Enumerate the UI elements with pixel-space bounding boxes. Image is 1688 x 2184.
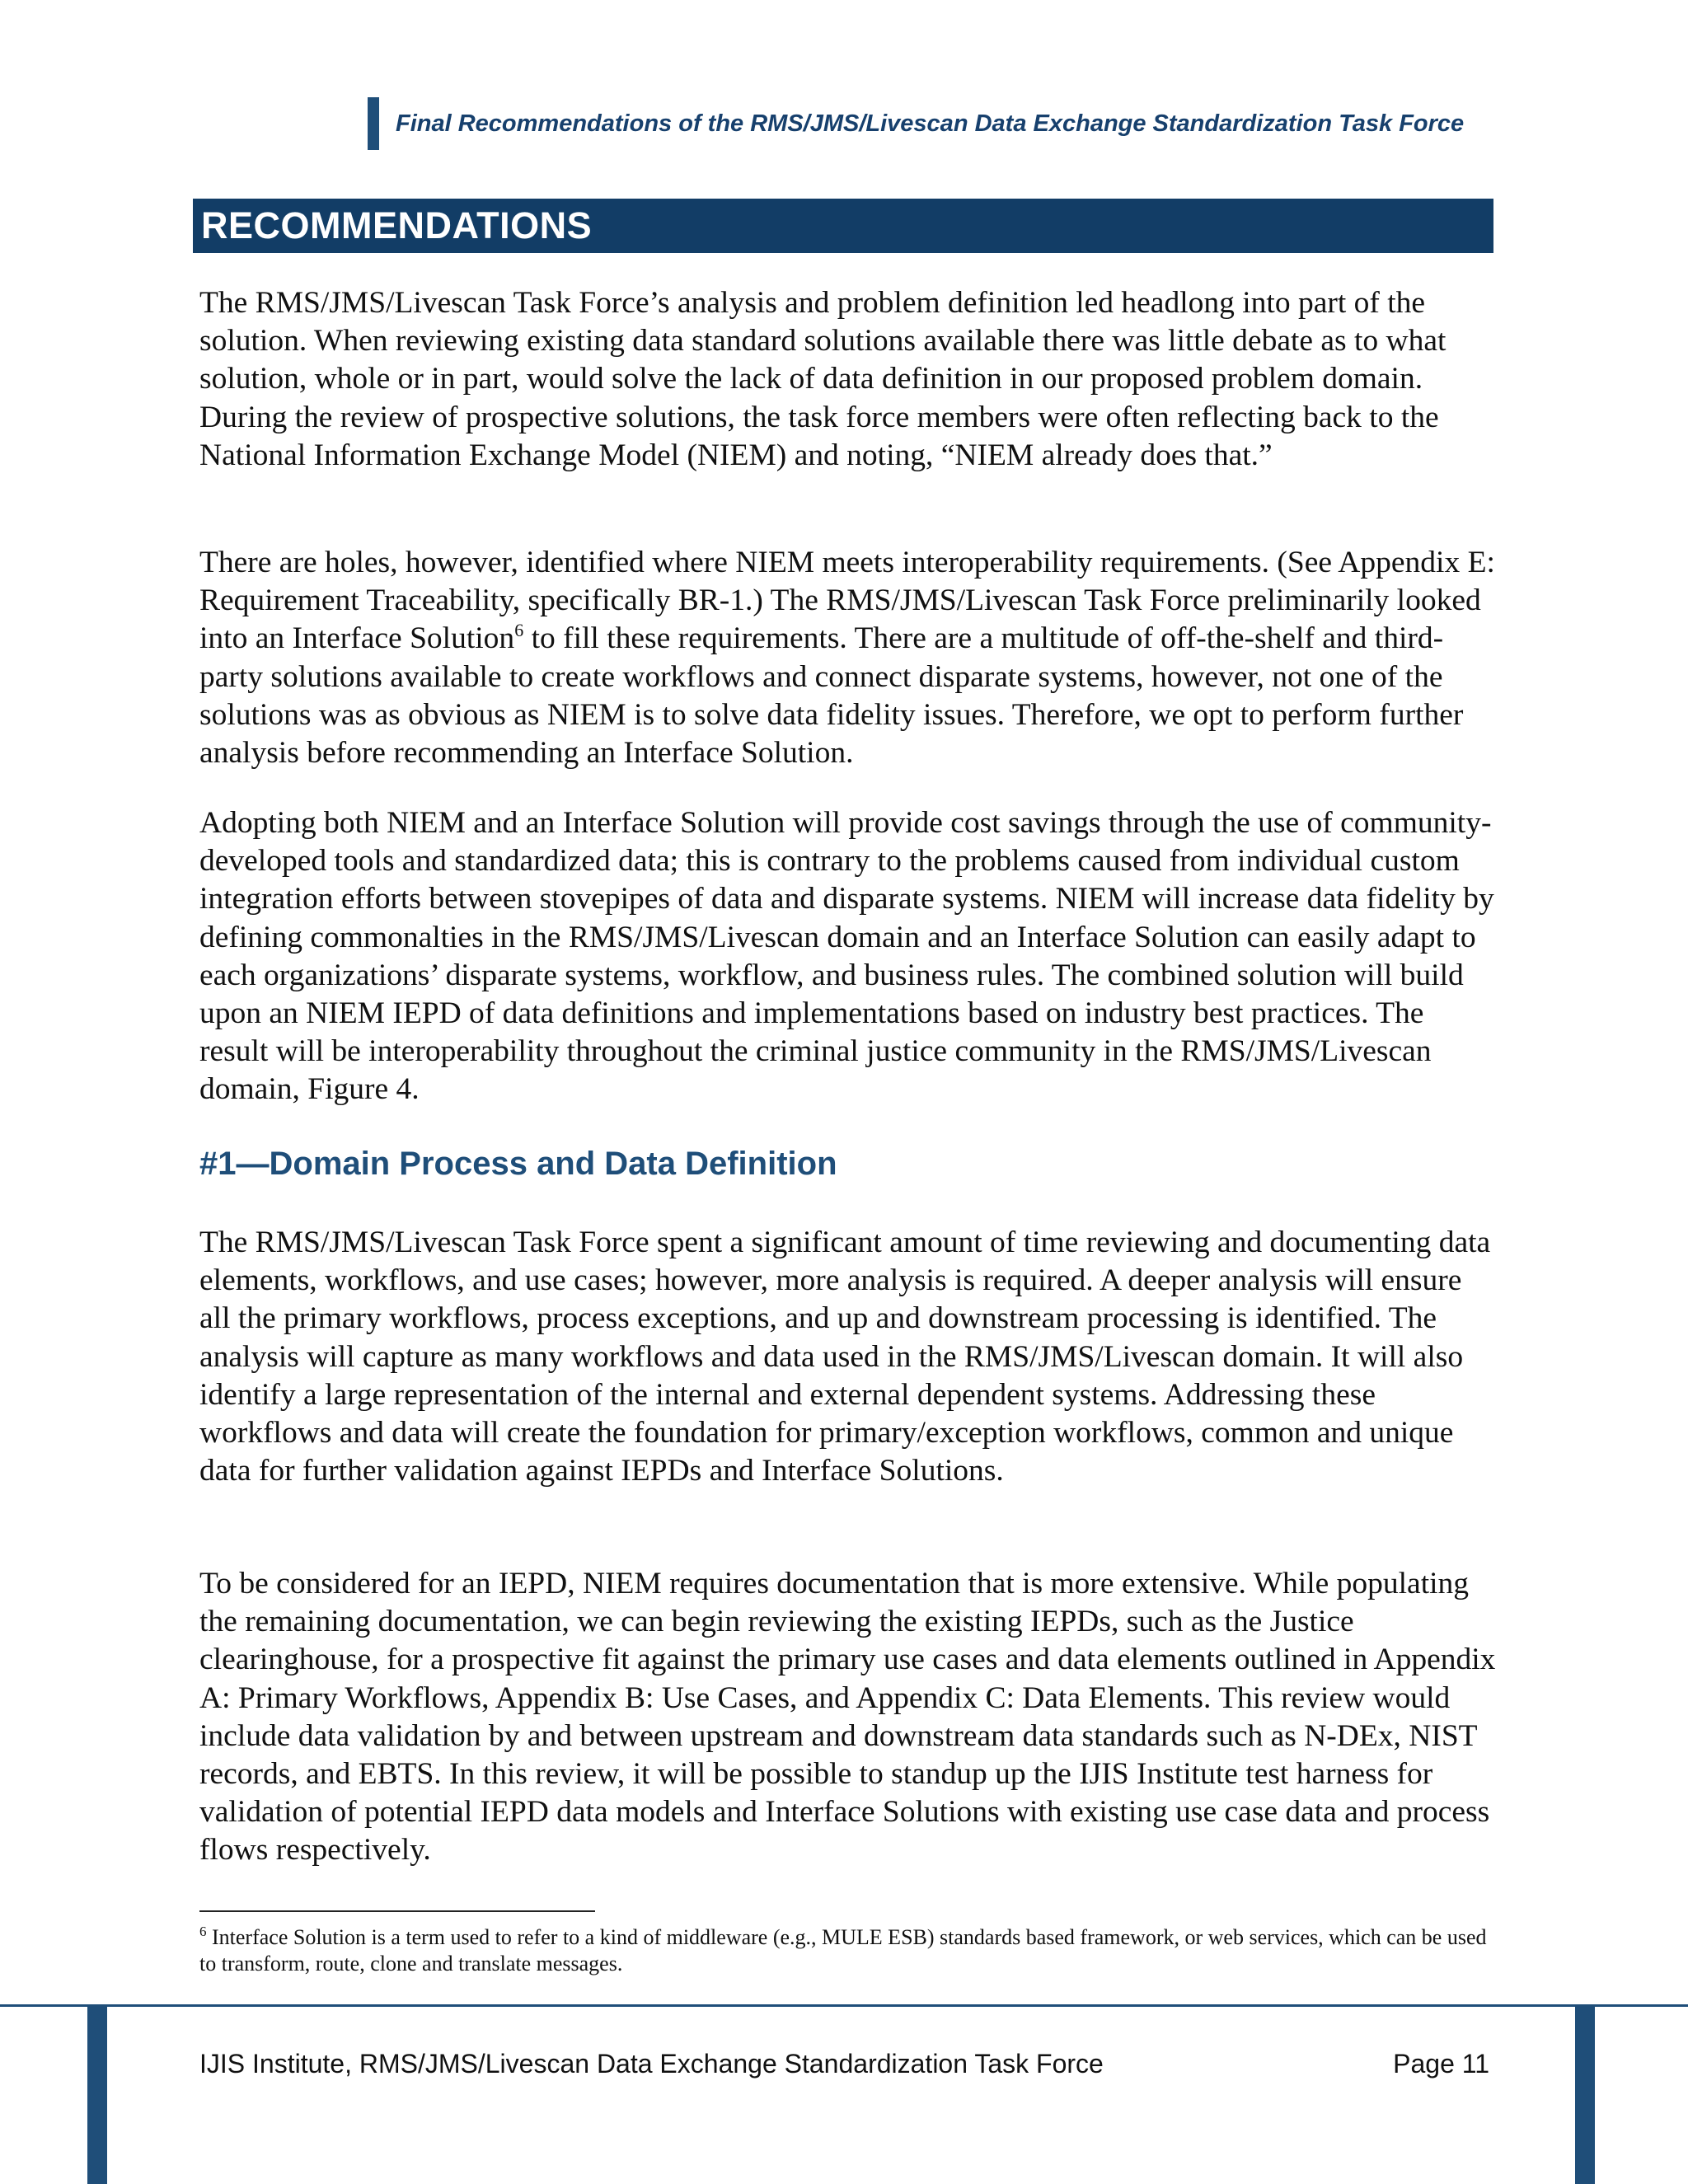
running-header-title: Final Recommendations of the RMS/JMS/Livescan Data Exchange Standardization Task Force [396, 110, 1465, 137]
footnote-number: 6 [199, 1924, 207, 1939]
page-footer [199, 2049, 1489, 2079]
paragraph-2 [199, 544, 1498, 772]
subsection-paragraph-1: The RMS/JMS/Livescan Task Force spent a significant amount of time reviewing and documenting data elements, workflows, and use cases; however, more analysis is required. A deeper analysis will ensure all the primary workflows, process exceptions, and up and downstream processing is identified. The analysis will capture as many workflows and data used in the RMS/JMS/Livescan domain. It will also identify a large representation of the internal and external dependent systems. Addressing these workflows and data will create the foundation for primary/exception workflows, common and unique data for further validation against IEPDs and Interface Solutions. [199, 1226, 1491, 1488]
paragraph-2-before: There are holes, however, identified where NIEM meets interoperability requirements. (See Appendix E: Requirement Traceability, specifically BR-1.) The RMS/JMS/Livescan Task Force preliminarily looked into an Interface Solution [199, 546, 1495, 656]
paragraph-3: Adopting both NIEM and an Interface Solution will provide cost savings through the use of community-developed tools and standardized data; this is contrary to the problems caused from individual custom integration efforts between stovepipes of data and disparate systems. NIEM will increase data fidelity by defining commonalties in the RMS/JMS/Livescan domain and an Interface Solution can easily adapt to each organizations’ disparate systems, workflow, and business rules. The combined solution will build upon an NIEM IEPD of data definitions and implementations based on industry best practices. The result will be interoperability throughout the criminal justice community in the RMS/JMS/Livescan domain, Figure 4. [199, 806, 1494, 1107]
section-banner [193, 199, 1493, 253]
page-number: Page 11 [1393, 2049, 1489, 2079]
footer-rule [0, 2004, 1688, 2007]
footnote-divider [199, 1910, 595, 1912]
paragraph-1: The RMS/JMS/Livescan Task Force’s analysis and problem definition led headlong into part of the solution. When reviewing existing data standard solutions available there was little debate as to what solution, whole or in part, would solve the lack of data definition in our proposed problem domain. During the review of prospective solutions, the task force members were often reflecting back to the National Information Exchange Model (NIEM) and noting, “NIEM already does that.” [199, 286, 1447, 472]
footer-left-bar [87, 2004, 107, 2184]
footer-organization: IJIS Institute, RMS/JMS/Livescan Data Exchange Standardization Task Force [199, 2049, 1104, 2079]
paragraph-2-after: to fill these requirements. There are a multitude of off-the-shelf and third-party solutions available to create workflows and connect disparate systems, however, not one of the solutions was as obvious as NIEM is to solve data fidelity issues. Therefore, we opt to perform further analysis before recommending an Interface Solution. [199, 621, 1464, 771]
subsection-heading: #1—Domain Process and Data Definition [199, 1146, 837, 1182]
footnote-text: Interface Solution is a term used to refer to a kind of middleware (e.g., MULE ESB) standards based framework, or web services, which can be used to transform, route, clone and translate messages. [199, 1925, 1487, 1975]
header-accent-bar [368, 97, 379, 150]
footnote [199, 1924, 1498, 1977]
section-title: RECOMMENDATIONS [201, 204, 593, 246]
subsection-paragraph-2: To be considered for an IEPD, NIEM requires documentation that is more extensive. While populating the remaining documentation, we can begin reviewing the existing IEPDs, such as the Justice clearinghouse, for a prospective fit against the primary use cases and data elements outlined in Appendix A: Primary Workflows, Appendix B: Use Cases, and Appendix C: Data Elements. This review would include data validation by and between upstream and downstream data standards such as N-DEx, NIST records, and EBTS. In this review, it will be possible to standup up the IJIS Institute test harness for validation of potential IEPD data models and Interface Solutions with existing use case data and process flows respectively. [199, 1567, 1496, 1868]
running-header [368, 97, 1464, 150]
footer-right-bar [1575, 2004, 1595, 2184]
footnote-reference[interactable]: 6 [514, 620, 524, 641]
